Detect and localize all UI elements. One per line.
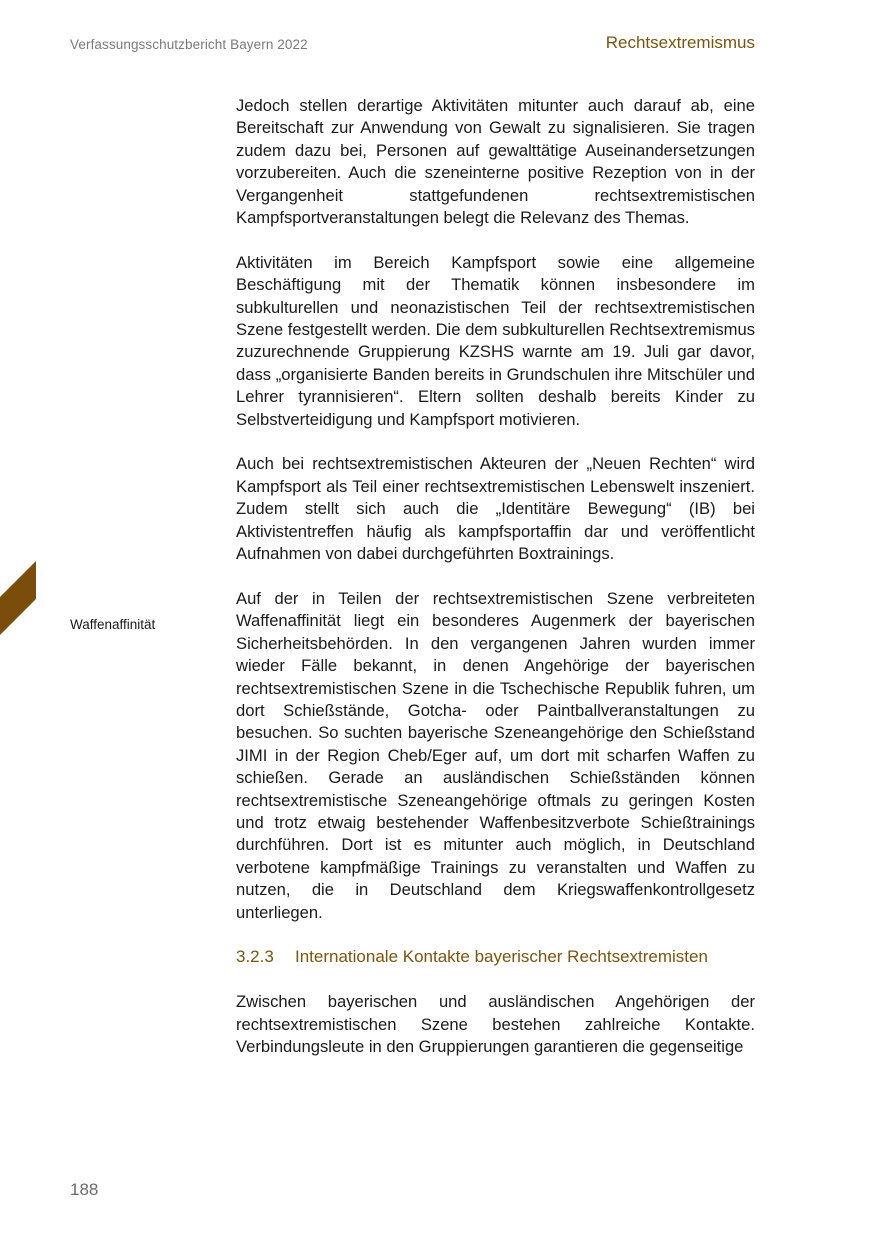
paragraph-3: Auch bei rechtsextremistischen Akteuren der „Neuen Rechten“ wird Kampfsport als Teil einer rechtsextremistischen Lebenswelt inszeniert. Zudem stellt sich auch die „Identitäre Bewegung“ (IB) bei Aktivistentreffen häufig als kampfsportaffin dar und veröffentlicht Aufnahmen von dabei durchgeführten Boxtrainings. [236,454,755,564]
running-header-chapter-title: Rechtsextremismus [605,33,755,52]
paragraph-4: Auf der in Teilen der rechtsextremistischen Szene verbreiteten Waffenaffinität liegt ein besonderes Augenmerk der bayerischen Sicherheitsbehörden. In den vergangenen Jahren wurden immer wieder Fälle bekannt, in denen Angehörige der bayerischen rechtsextremistischen Szene in die Tschechische Republik fuhren, um dort Schießstände, Gotcha- oder Paintballveranstaltungen zu besuchen. So suchten bayerische Szeneangehörige den Schießstand JIMI in der Region Cheb/Eger auf, um dort mit scharfen Waffen zu schießen. Gerade an ausländischen Schießständen können rechtsextremistische Szeneangehörige oftmals zu geringen Kosten und trotz etwaig bestehender Waffenbesitzverbote Schießtrainings durchführen. Dort ist es mitunter auch möglich, in Deutschland verbotene kampfmäßige Trainings zu veranstalten und Waffen zu nutzen, die in Deutschland dem Kriegswaffenkontrollgesetz unterliegen. [236,588,755,922]
chapter-edge-tab-shape [0,561,36,635]
page-number: 188 [70,1180,99,1199]
section-heading [236,946,755,968]
running-header-report-title: Verfassungsschutzbericht Bayern 2022 [70,37,308,52]
main-text-column [236,95,755,1058]
paragraph-2: Aktivitäten im Bereich Kampfsport sowie eine allgemeine Beschäftigung mit der Thematik können insbesondere im subkulturellen und neonazistischen Teil der rechtsextremistischen Szene festgestellt werden. Die dem subkulturellen Rechtsextremismus zuzurechnende Gruppierung KZSHS warnte am 19. Juli gar davor, dass „organisierte Banden bereits in Grundschulen ihre Mitschüler und Lehrer tyrannisieren“. Eltern sollten deshalb bereits Kinder zu Selbstverteidigung und Kampfsport motivieren. [236,252,755,429]
paragraph-1: Jedoch stellen derartige Aktivitäten mitunter auch darauf ab, eine Bereitschaft zur Anwendung von Gewalt zu signalisieren. Sie tragen zudem dazu bei, Personen auf gewalttätige Auseinandersetzungen vorzubereiten. Auch die szeneinterne positive Rezeption von in der Vergangenheit stattgefundenen rechtsextremistischen Kampfsportveranstaltungen belegt die Relevanz des Themas. [236,96,755,228]
section-title: Internationale Kontakte bayerischer Rechtsextremisten [295,947,708,967]
section-number: 3.2.3 [236,947,274,967]
paragraph-5: Zwischen bayerischen und ausländischen Angehörigen der rechtsextremistischen Szene bestehen zahlreiche Kontakte. Verbindungsleute in den Gruppierungen garantieren die gegenseitige [236,992,755,1056]
chapter-edge-tab [0,561,36,635]
margin-note-waffenaffinitaet: Waffenaffinität [70,617,156,632]
